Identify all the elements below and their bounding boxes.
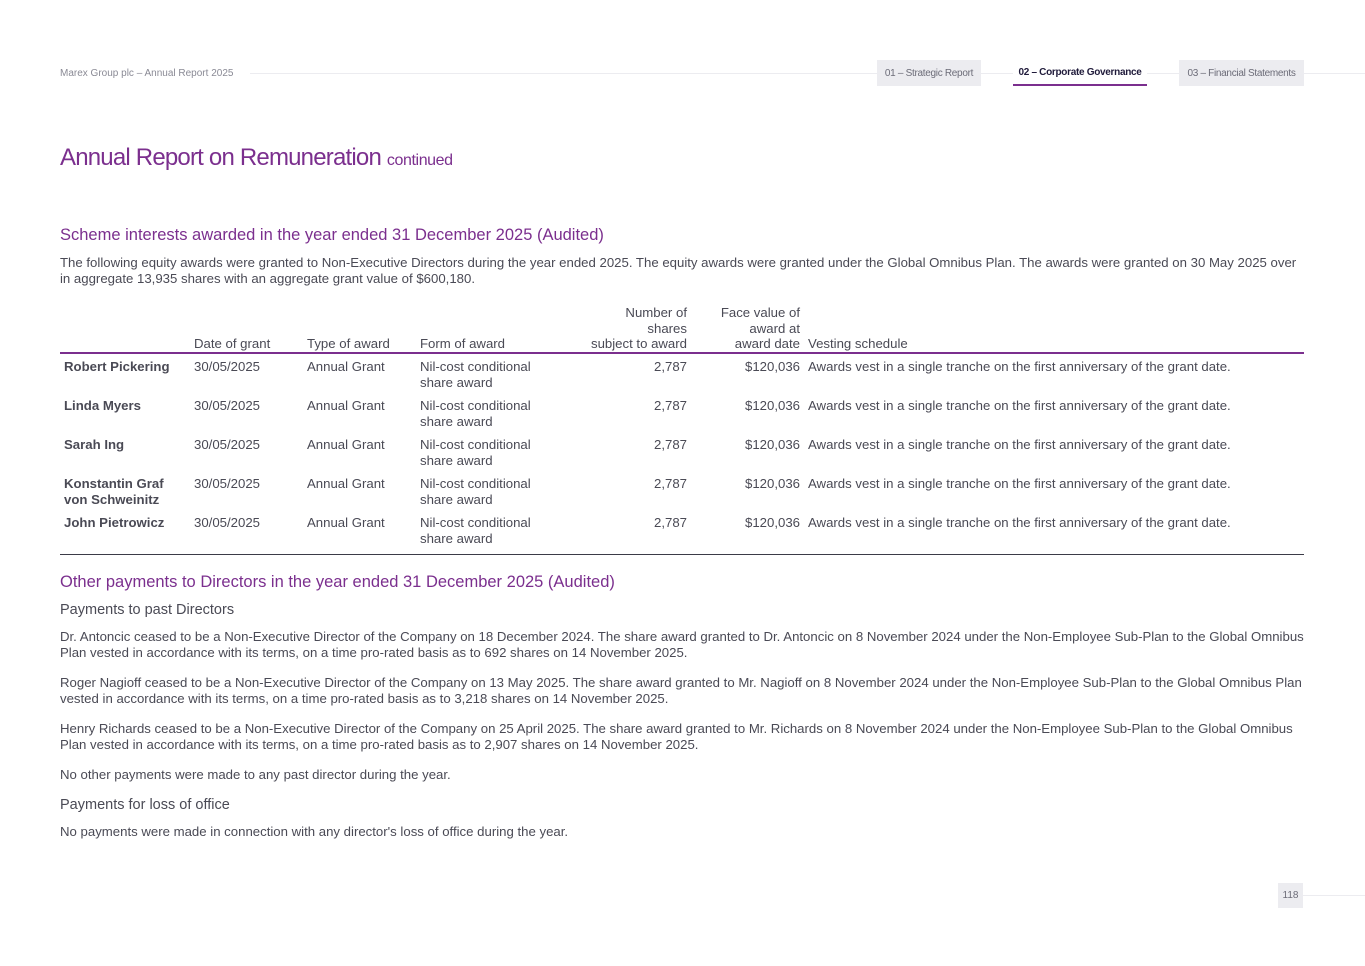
director-name xyxy=(64,437,189,453)
page-title-main: Annual Report on Remuneration xyxy=(60,144,382,171)
award-form-l2: share award xyxy=(420,374,493,390)
award-form-l1: Nil-cost conditional xyxy=(420,359,531,374)
award-type: Annual Grant xyxy=(307,476,385,491)
page-number: 118 xyxy=(1278,883,1303,908)
col-vesting-header: Vesting schedule xyxy=(808,336,908,352)
col-face-header-l3: award date xyxy=(734,336,800,352)
vesting-schedule: Awards vest in a single tranche on the first anniversary of the grant date. xyxy=(808,437,1231,452)
past-director-para-4: No other payments were made to any past director during the year. xyxy=(60,767,451,782)
loss-of-office-heading: Payments for loss of office xyxy=(60,797,230,813)
share-count: 2,787 xyxy=(653,437,687,452)
award-type: Annual Grant xyxy=(307,515,385,530)
report-name: Marex Group plc – Annual Report 2025 xyxy=(60,68,243,79)
award-type: Annual Grant xyxy=(307,437,385,452)
table-header xyxy=(60,305,1304,354)
face-value: $120,036 xyxy=(744,359,800,374)
face-value: $120,036 xyxy=(744,437,800,452)
share-count: 2,787 xyxy=(653,359,687,374)
award-form xyxy=(420,437,570,468)
director-name-l1: John Pietrowicz xyxy=(64,515,165,530)
director-name-l1: Konstantin Graf xyxy=(64,476,164,491)
director-name xyxy=(64,359,189,375)
page-title xyxy=(60,144,453,172)
col-shares-header-l3: subject to award xyxy=(590,336,687,352)
director-name xyxy=(64,515,189,531)
award-form-l1: Nil-cost conditional xyxy=(420,398,531,413)
director-name xyxy=(64,476,189,507)
award-form-l2: share award xyxy=(420,491,493,507)
table-body xyxy=(60,359,1304,555)
award-form-l2: share award xyxy=(420,530,493,546)
face-value: $120,036 xyxy=(744,515,800,530)
award-form-l2: share award xyxy=(420,452,493,468)
col-type-header: Type of award xyxy=(307,336,390,352)
awards-table xyxy=(60,305,1304,555)
share-count: 2,787 xyxy=(653,515,687,530)
table-row xyxy=(60,359,1304,398)
page-title-suffix: continued xyxy=(386,152,453,169)
past-director-para-1: Dr. Antoncic ceased to be a Non-Executive Director of the Company on 18 December 2024. The share award granted to Dr. Antoncic on 8 November 2024 under the Non-Employee Sub-Plan to the Global Omnibus Plan vested in accordance with its terms, on a time pro-rated basis as to 692 shares on 14 November 2025. xyxy=(60,629,1304,660)
grant-date: 30/05/2025 xyxy=(194,476,261,491)
director-name-l2: von Schweinitz xyxy=(64,491,160,507)
past-director-para-3: Henry Richards ceased to be a Non-Executive Director of the Company on 25 April 2025. The share award granted to Mr. Richards on 8 November 2024 under the Non-Employee Sub-Plan to the Global Omnibus Plan vested in accordance with its terms, on a time pro-rated basis as to 2,907 shares on 14 November 2025. xyxy=(60,721,1293,752)
director-name-l1: Robert Pickering xyxy=(64,359,170,374)
grant-date: 30/05/2025 xyxy=(194,437,261,452)
face-value: $120,036 xyxy=(744,476,800,491)
col-shares-header xyxy=(570,305,687,352)
grant-date: 30/05/2025 xyxy=(194,515,261,530)
past-directors-heading: Payments to past Directors xyxy=(60,602,235,618)
vesting-schedule: Awards vest in a single tranche on the first anniversary of the grant date. xyxy=(808,515,1231,530)
col-shares-header-l1: Number of xyxy=(625,305,687,321)
award-type: Annual Grant xyxy=(307,398,385,413)
table-row xyxy=(60,476,1304,515)
table-row xyxy=(60,398,1304,437)
award-type: Annual Grant xyxy=(307,359,385,374)
award-form-l1: Nil-cost conditional xyxy=(420,476,531,491)
grant-date: 30/05/2025 xyxy=(194,359,261,374)
share-count: 2,787 xyxy=(653,398,687,413)
col-form-header: Form of award xyxy=(420,336,506,352)
award-form-l2: share award xyxy=(420,413,493,429)
award-form xyxy=(420,398,570,429)
tab-corporate-governance[interactable]: 02 – Corporate Governance xyxy=(1013,60,1147,86)
face-value: $120,036 xyxy=(744,398,800,413)
loss-of-office-text: No payments were made in connection with any director's loss of office during the year. xyxy=(60,824,569,839)
col-face-header-l1: Face value of xyxy=(720,305,800,321)
director-name-l1: Linda Myers xyxy=(64,398,141,413)
director-name-l1: Sarah Ing xyxy=(64,437,125,452)
scheme-intro: The following equity awards were granted to Non-Executive Directors during the year ended 2025. The equity awards were granted under the Global Omnibus Plan. The awards were granted on 30 May 2025 over in aggregate 13,935 shares with an aggregate grant value of $600,180. xyxy=(60,255,1297,286)
tab-strategic-report[interactable]: 01 – Strategic Report xyxy=(877,60,981,86)
grant-date: 30/05/2025 xyxy=(194,398,261,413)
other-payments-heading: Other payments to Directors in the year ended 31 December 2025 (Audited) xyxy=(60,573,615,591)
past-director-para-2: Roger Nagioff ceased to be a Non-Executive Director of the Company on 13 May 2025. The share award granted to Mr. Nagioff on 8 November 2024 under the Non-Employee Sub-Plan to the Global Omnibus Plan vested in accordance with its terms, on a time pro-rated basis as to 3,218 shares on 14 November 2025. xyxy=(60,675,1302,706)
col-face-header-l2: award at xyxy=(749,320,800,336)
col-date-header: Date of grant xyxy=(194,336,271,352)
award-form xyxy=(420,515,570,546)
col-shares-header-l2: shares xyxy=(647,320,687,336)
vesting-schedule: Awards vest in a single tranche on the first anniversary of the grant date. xyxy=(808,476,1231,491)
award-form-l1: Nil-cost conditional xyxy=(420,437,531,452)
scheme-heading: Scheme interests awarded in the year ended 31 December 2025 (Audited) xyxy=(60,226,604,244)
table-row xyxy=(60,515,1304,554)
col-face-header xyxy=(700,305,800,352)
table-row xyxy=(60,437,1304,476)
share-count: 2,787 xyxy=(653,476,687,491)
vesting-schedule: Awards vest in a single tranche on the first anniversary of the grant date. xyxy=(808,359,1231,374)
award-form xyxy=(420,359,570,390)
director-name xyxy=(64,398,189,414)
award-form xyxy=(420,476,570,507)
vesting-schedule: Awards vest in a single tranche on the first anniversary of the grant date. xyxy=(808,398,1231,413)
tab-financial-statements[interactable]: 03 – Financial Statements xyxy=(1179,60,1304,86)
award-form-l1: Nil-cost conditional xyxy=(420,515,531,530)
